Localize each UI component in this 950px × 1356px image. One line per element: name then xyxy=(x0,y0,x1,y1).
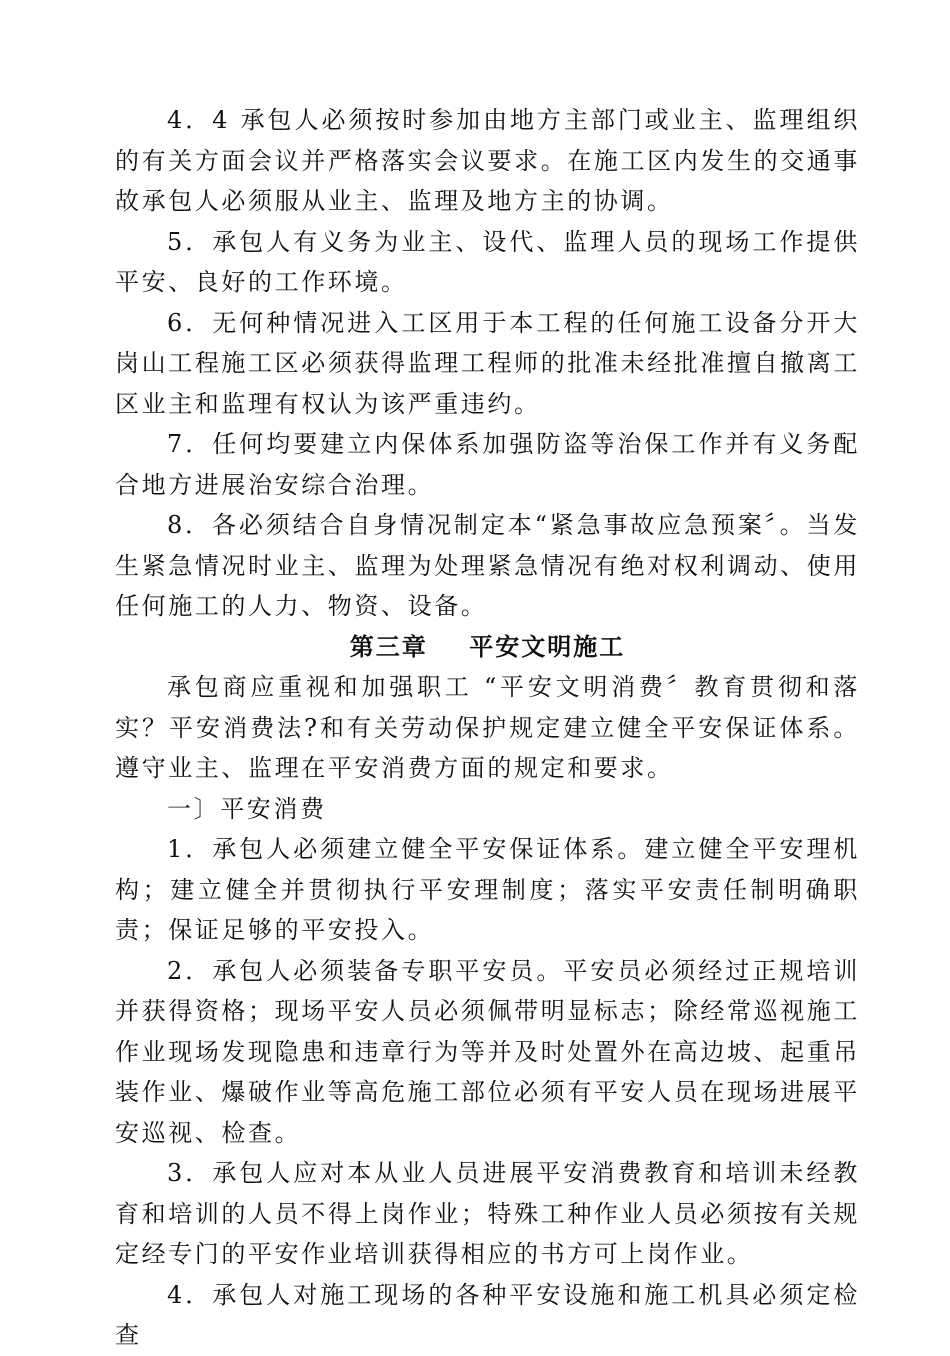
paragraph-safety-3: 3．承包人应对本从业人员进展平安消费教育和培训未经教育和培训的人员不得上岗作业；特殊工种作业人员必须按有关规定经专门的平安作业培训获得相应的书方可上岗作业。 xyxy=(115,1159,860,1268)
chapter-heading: 第三章 平安文明施工 xyxy=(349,632,626,661)
paragraph-4-4: 4．4 承包人必须按时参加由地方主部门或业主、监理组织的有关方面会议并严格落实会议要求。在施工区内发生的交通事故承包人必须服从业主、监理及地方主的协调。 xyxy=(115,106,860,215)
paragraph-safety-1: 1．承包人必须建立健全平安保证体系。建立健全平安理机构；建立健全并贯彻执行平安理制度；落实平安责任制明确职责；保证足够的平安投入。 xyxy=(115,835,860,944)
section-heading-safety-production: 一〕平安消费 xyxy=(167,794,327,823)
paragraph-7: 7．任何均要建立内保体系加强防盗等治保工作并有义务配合地方进展治安综合治理。 xyxy=(115,430,860,499)
paragraph-8: 8．各必须结合自身情况制定本“紧急事故应急预案〞。当发生紧急情况时业主、监理为处理紧急情况有绝对权利调动、使用任何施工的人力、物资、设备。 xyxy=(115,511,860,620)
paragraph-safety-4: 4．承包人对施工现场的各种平安设施和施工机具必须定检查 xyxy=(115,1280,860,1349)
chapter-intro-paragraph: 承包商应重视和加强职工 “平安文明消费〞教育贯彻和落实？平安消费法?和有关劳动保护规定建立健全平安保证体系。遵守业主、监理在平安消费方面的规定和要求。 xyxy=(115,673,860,782)
paragraph-6: 6．无何种情况进入工区用于本工程的任何施工设备分开大岗山工程施工区必须获得监理工程师的批准未经批准擅自撤离工区业主和监理有权认为该严重违约。 xyxy=(115,308,860,418)
document-body xyxy=(115,100,860,1356)
paragraph-5: 5．承包人有义务为业主、设代、监理人员的现场工作提供平安、良好的工作环境。 xyxy=(115,227,860,296)
paragraph-safety-2: 2．承包人必须装备专职平安员。平安员必须经过正规培训并获得资格；现场平安人员必须佩带明显标志；除经常巡视施工作业现场发现隐患和违章行为等并及时处置外在高边坡、起重吊装作业、爆破作业等高危施工部位必须有平安人员在现场进展平安巡视、检查。 xyxy=(115,956,860,1147)
